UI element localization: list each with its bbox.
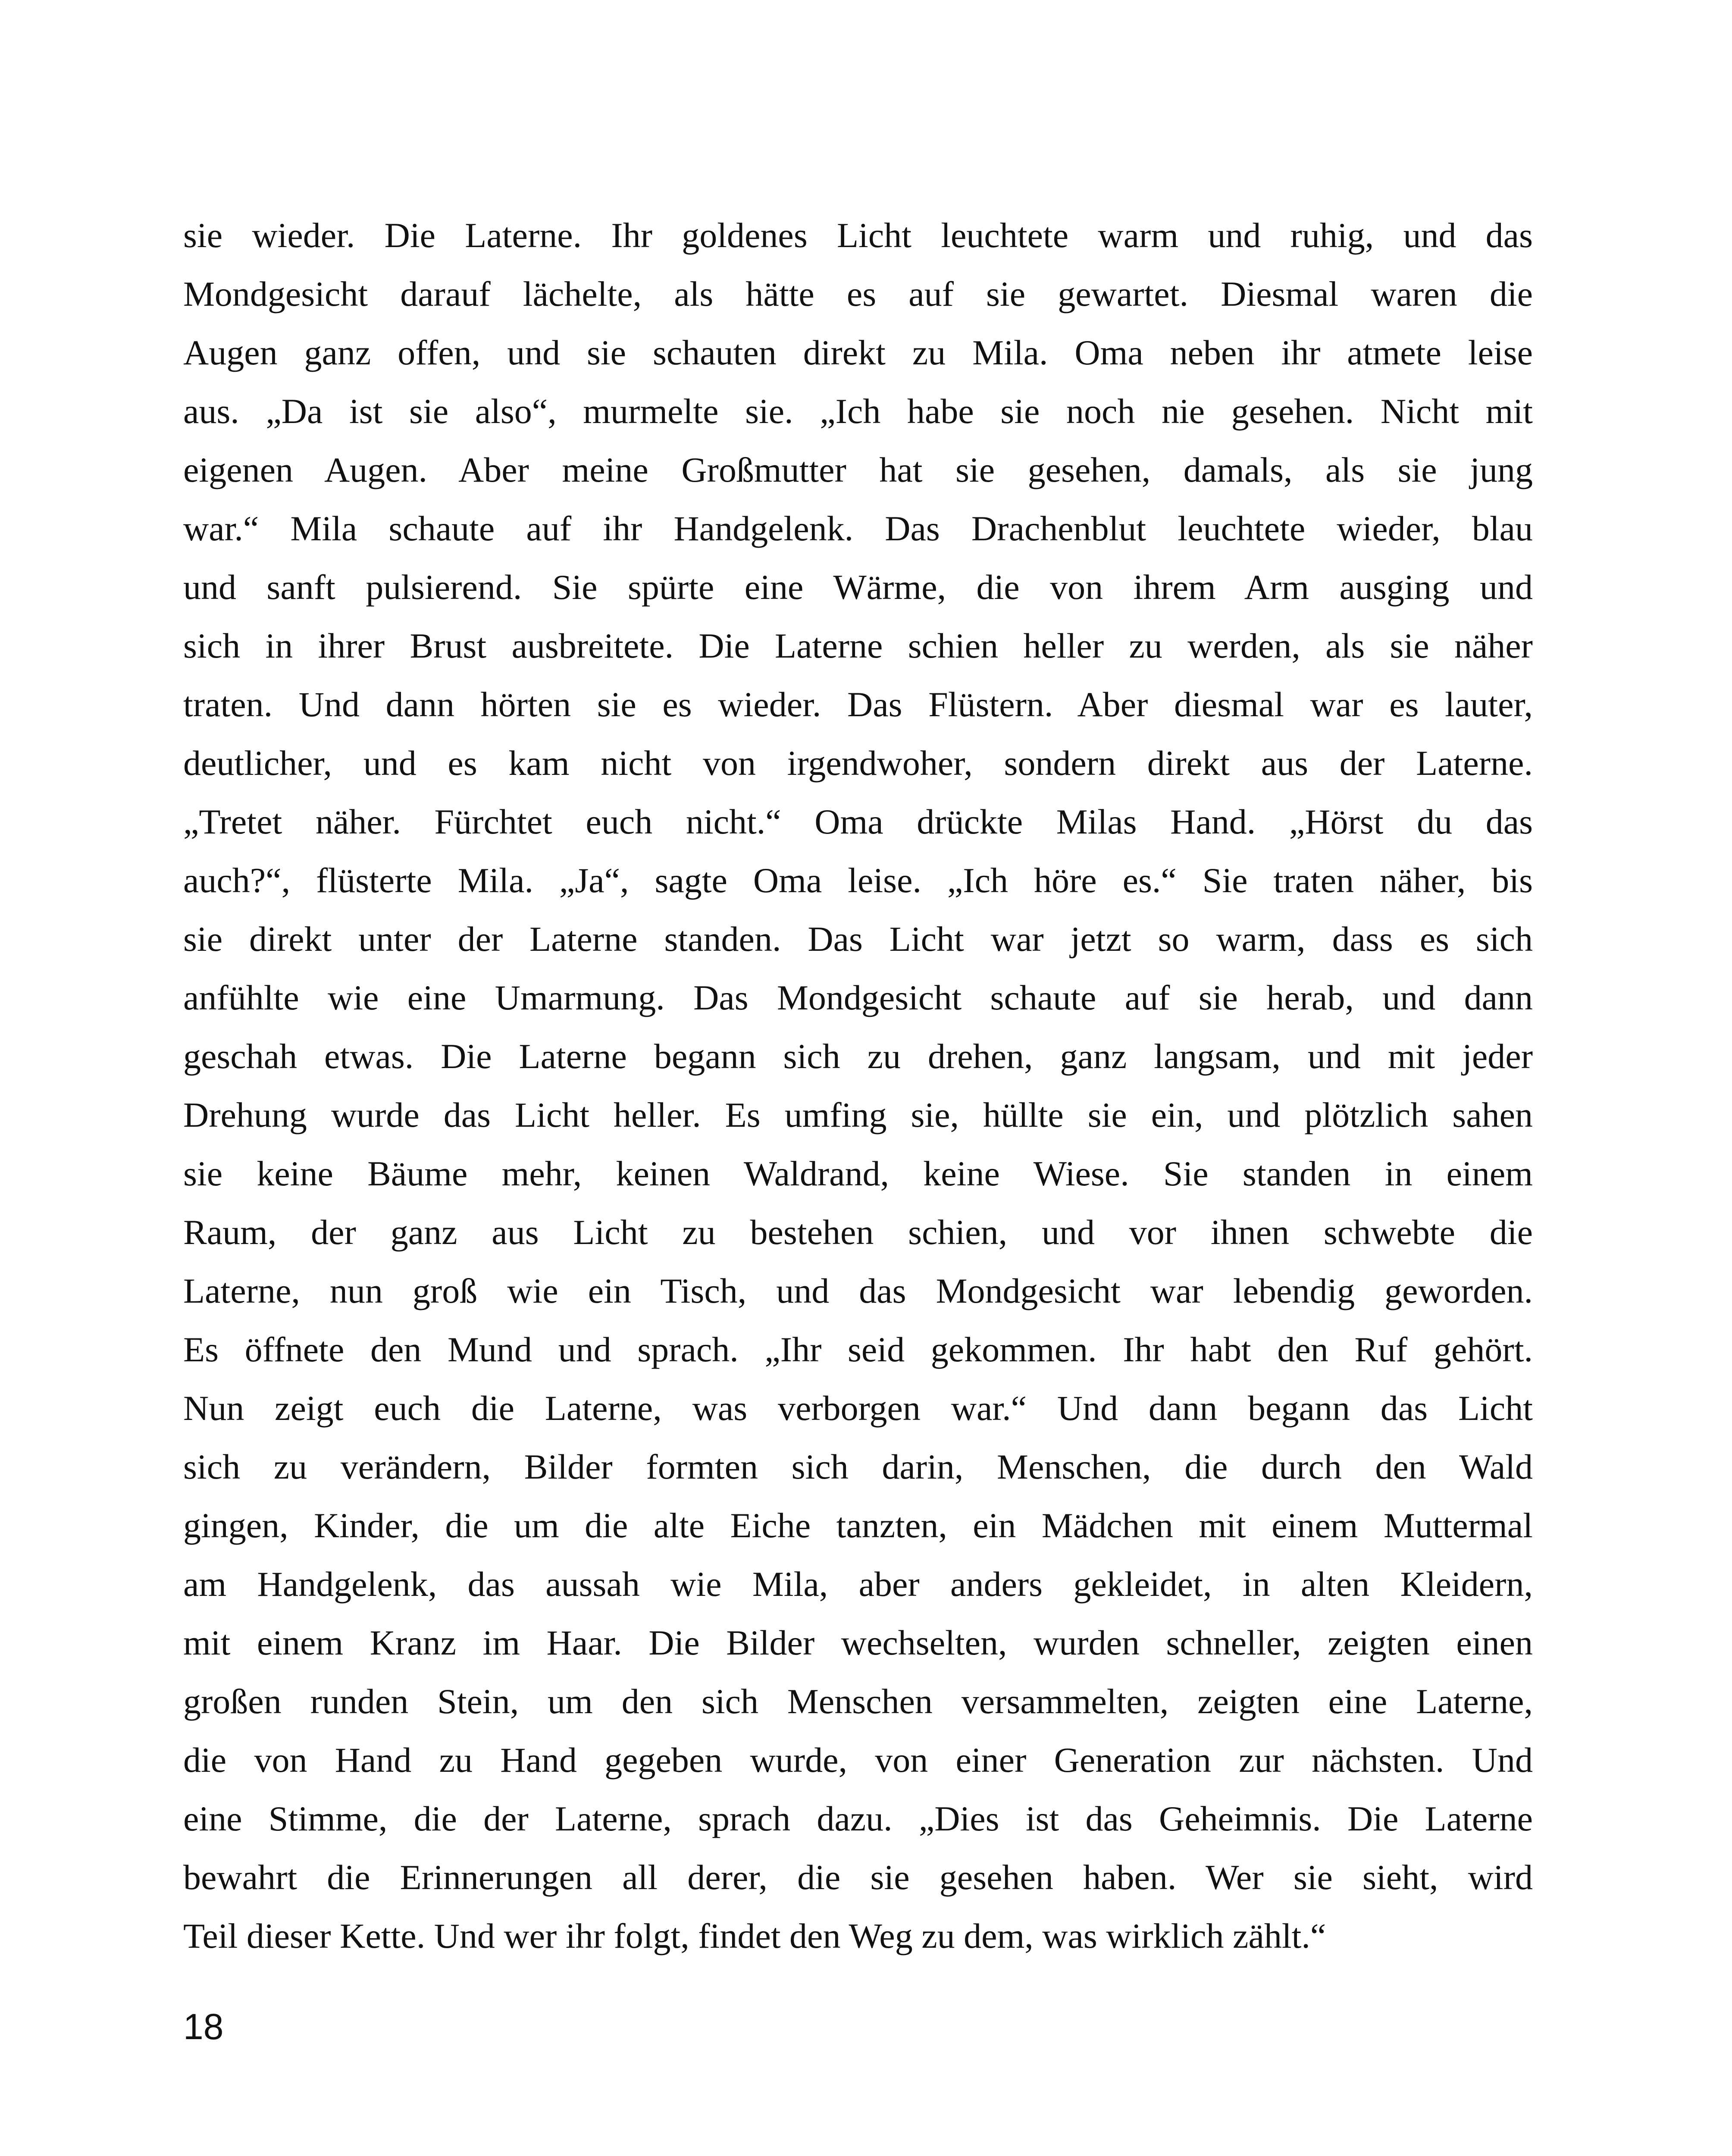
text-line: Teil dieser Kette. Und wer ihr folgt, findet den Weg zu dem, was wirklich zählt.“	[183, 1916, 1326, 1955]
text-line: sie wieder. Die Laterne. Ihr goldenes Licht leuchtete warm und ruhig, und das	[183, 216, 1533, 255]
text-line: war.“ Mila schaute auf ihr Handgelenk. Das Drachenblut leuchtete wieder, blau	[183, 509, 1533, 548]
text-line: auch?“, flüsterte Mila. „Ja“, sagte Oma leise. „Ich höre es.“ Sie traten näher, bis	[183, 861, 1533, 900]
text-line: eine Stimme, die der Laterne, sprach dazu. „Dies ist das Geheimnis. Die Laterne	[183, 1799, 1533, 1838]
text-line: bewahrt die Erinnerungen all derer, die sie gesehen haben. Wer sie sieht, wird	[183, 1858, 1533, 1897]
text-line: Mondgesicht darauf lächelte, als hätte es auf sie gewartet. Diesmal waren die	[183, 274, 1533, 313]
page-number: 18	[183, 2006, 224, 2047]
text-line: am Handgelenk, das aussah wie Mila, aber anders gekleidet, in alten Kleidern,	[183, 1564, 1533, 1604]
text-line: und sanft pulsierend. Sie spürte eine Wärme, die von ihrem Arm ausging und	[183, 567, 1533, 607]
text-line: eigenen Augen. Aber meine Großmutter hat sie gesehen, damals, als sie jung	[183, 450, 1533, 489]
text-line: Augen ganz offen, und sie schauten direkt zu Mila. Oma neben ihr atmete leise	[183, 333, 1533, 372]
text-line: deutlicher, und es kam nicht von irgendwoher, sondern direkt aus der Laterne.	[183, 743, 1533, 783]
text-line: aus. „Da ist sie also“, murmelte sie. „Ich habe sie noch nie gesehen. Nicht mit	[183, 392, 1533, 431]
text-line: großen runden Stein, um den sich Menschen versammelten, zeigten eine Laterne,	[183, 1682, 1533, 1721]
text-line: sie keine Bäume mehr, keinen Waldrand, keine Wiese. Sie standen in einem	[183, 1154, 1533, 1193]
text-line: traten. Und dann hörten sie es wieder. Das Flüstern. Aber diesmal war es lauter,	[183, 685, 1533, 724]
text-line: anfühlte wie eine Umarmung. Das Mondgesicht schaute auf sie herab, und dann	[183, 978, 1533, 1017]
text-line: sich in ihrer Brust ausbreitete. Die Laterne schien heller zu werden, als sie näher	[183, 626, 1533, 665]
text-line: geschah etwas. Die Laterne begann sich zu drehen, ganz langsam, und mit jeder	[183, 1037, 1533, 1076]
text-line: Laterne, nun groß wie ein Tisch, und das Mondgesicht war lebendig geworden.	[183, 1271, 1533, 1310]
text-line: „Tretet näher. Fürchtet euch nicht.“ Oma drückte Milas Hand. „Hörst du das	[183, 802, 1533, 841]
text-line: gingen, Kinder, die um die alte Eiche tanzten, ein Mädchen mit einem Muttermal	[183, 1506, 1533, 1545]
text-line: sich zu verändern, Bilder formten sich darin, Menschen, die durch den Wald	[183, 1447, 1533, 1486]
text-line: Raum, der ganz aus Licht zu bestehen schien, und vor ihnen schwebte die	[183, 1213, 1533, 1252]
text-line: Nun zeigt euch die Laterne, was verborgen war.“ Und dann begann das Licht	[183, 1388, 1533, 1428]
text-line: sie direkt unter der Laterne standen. Das Licht war jetzt so warm, dass es sich	[183, 919, 1533, 959]
text-line: Drehung wurde das Licht heller. Es umfing sie, hüllte sie ein, und plötzlich sahen	[183, 1095, 1533, 1134]
text-line: die von Hand zu Hand gegeben wurde, von einer Generation zur nächsten. Und	[183, 1740, 1533, 1780]
body-text	[183, 206, 1533, 1965]
text-line: mit einem Kranz im Haar. Die Bilder wechselten, wurden schneller, zeigten einen	[183, 1623, 1533, 1662]
text-line: Es öffnete den Mund und sprach. „Ihr seid gekommen. Ihr habt den Ruf gehört.	[183, 1330, 1533, 1369]
